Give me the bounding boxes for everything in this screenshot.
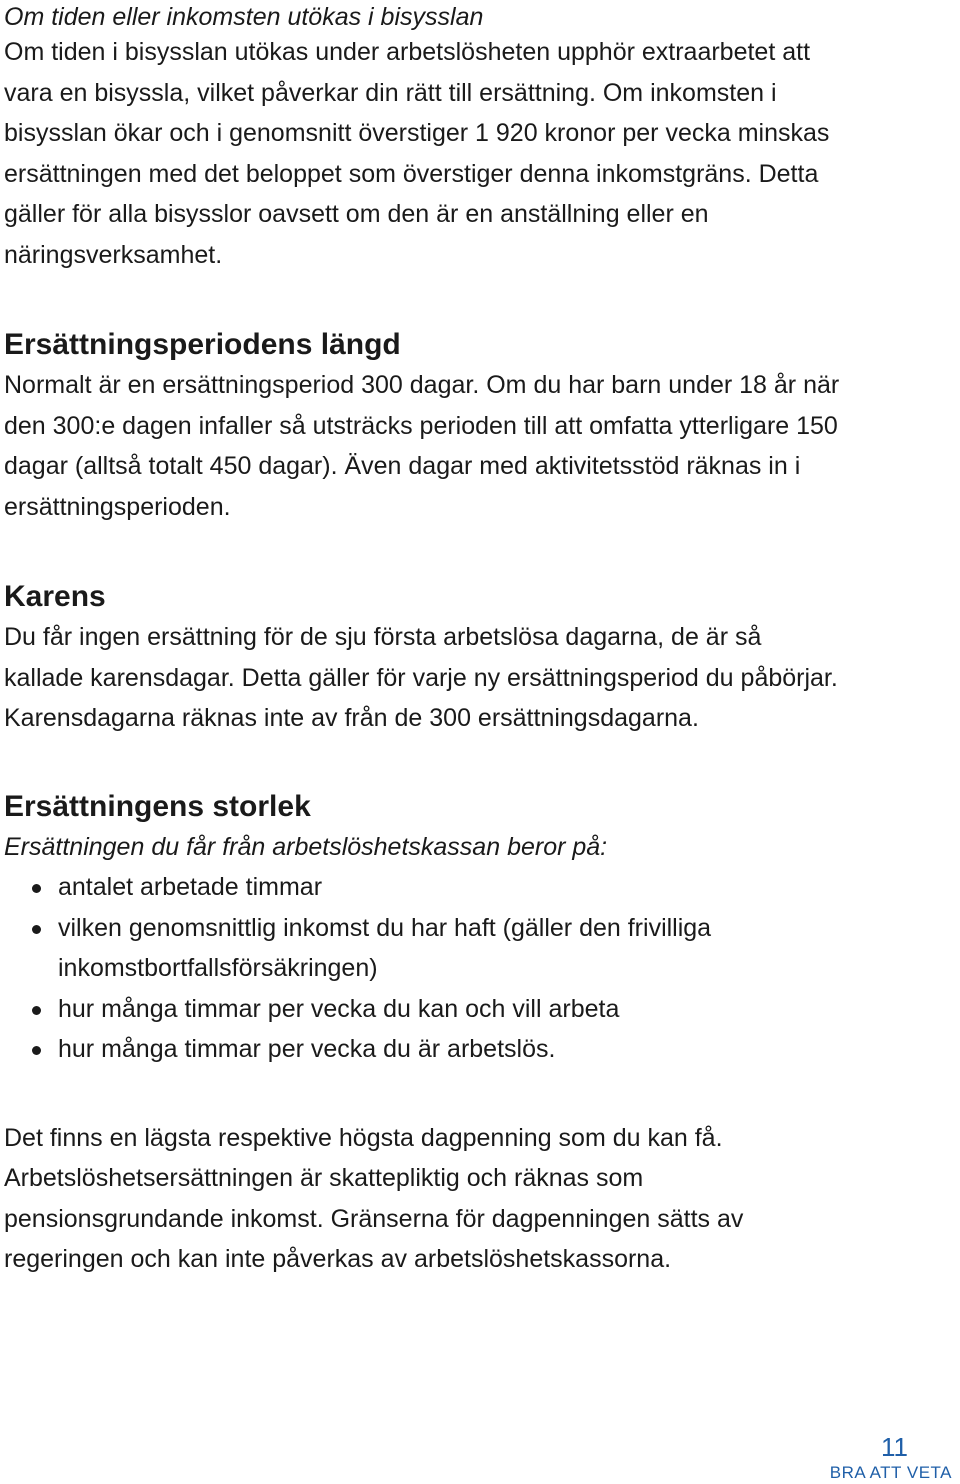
bullet-list xyxy=(4,867,844,1070)
list-item xyxy=(4,867,844,908)
lead-ersattningens-storlek: Ersättningen du får från arbetslöshetskassan beror på: xyxy=(4,832,608,861)
list-item-text: vilken genomsnittlig inkomst du har haft (gäller den frivilliga inkomstbortfallsförsäkringen) xyxy=(58,913,712,982)
page-number: 11 xyxy=(881,1432,908,1462)
list-item xyxy=(4,908,844,989)
list-item-text: hur många timmar per vecka du kan och vill arbeta xyxy=(58,994,620,1023)
paragraph-ersattningsperiod: Normalt är en ersättningsperiod 300 dagar. Om du har barn under 18 år när den 300:e dagen infaller så utsträcks perioden till att omfatta ytterligare 150 dagar (alltså totalt 450 dagar). Även dagar med aktivitetsstöd räknas in i ersättningsperioden. xyxy=(4,371,840,521)
bullet-icon xyxy=(32,925,41,934)
list-item-text: antalet arbetade timmar xyxy=(58,873,323,901)
heading-ersattningens-storlek: Ersättningens storlek xyxy=(4,789,311,823)
bullet-icon xyxy=(32,1046,41,1055)
paragraph-dagpenning: Det finns en lägsta respektive högsta dagpenning som du kan få. Arbetslöshetsersättningen är skattepliktig och räknas som pensionsgrundande inkomst. Gränserna för dagpenningen sätts av regeringen och kan inte påverkas av arbetslöshetskassorna. xyxy=(4,1123,744,1273)
document-page xyxy=(4,0,844,1280)
heading-karens: Karens xyxy=(4,580,106,613)
bullet-icon xyxy=(32,1006,41,1015)
page-footer xyxy=(830,1432,952,1484)
paragraph-bisyssla: Om tiden i bisysslan utökas under arbetslösheten upphör extraarbetet att vara en bisyssla, vilket påverkar din rätt till ersättning. Om inkomsten i bisysslan ökar och i genomsnitt överstiger 1 920 kronor per vecka minskas ersättningen med det beloppet som överstiger denna inkomstgräns. Detta gäller för alla bisysslor oavsett om den är en anställning eller en näringsverksamhet. xyxy=(4,38,830,269)
heading-ersattningsperiod: Ersättningsperiodens längd xyxy=(4,328,401,361)
bullet-icon xyxy=(32,884,41,893)
list-item xyxy=(4,989,844,1030)
list-item-text: hur många timmar per vecka du är arbetslös. xyxy=(58,1035,556,1063)
paragraph-karens: Du får ingen ersättning för de sju första arbetslösa dagarna, de är så kallade karensdagar. Detta gäller för varje ny ersättningsperiod du påbörjar. Karensdagarna räknas inte av från de 300 ersättningsdagarna. xyxy=(4,623,838,732)
footer-label: BRA ATT VETA xyxy=(829,1463,952,1482)
list-item xyxy=(4,1029,844,1070)
subheading-bisyssla: Om tiden eller inkomsten utökas i bisysslan xyxy=(4,3,484,31)
